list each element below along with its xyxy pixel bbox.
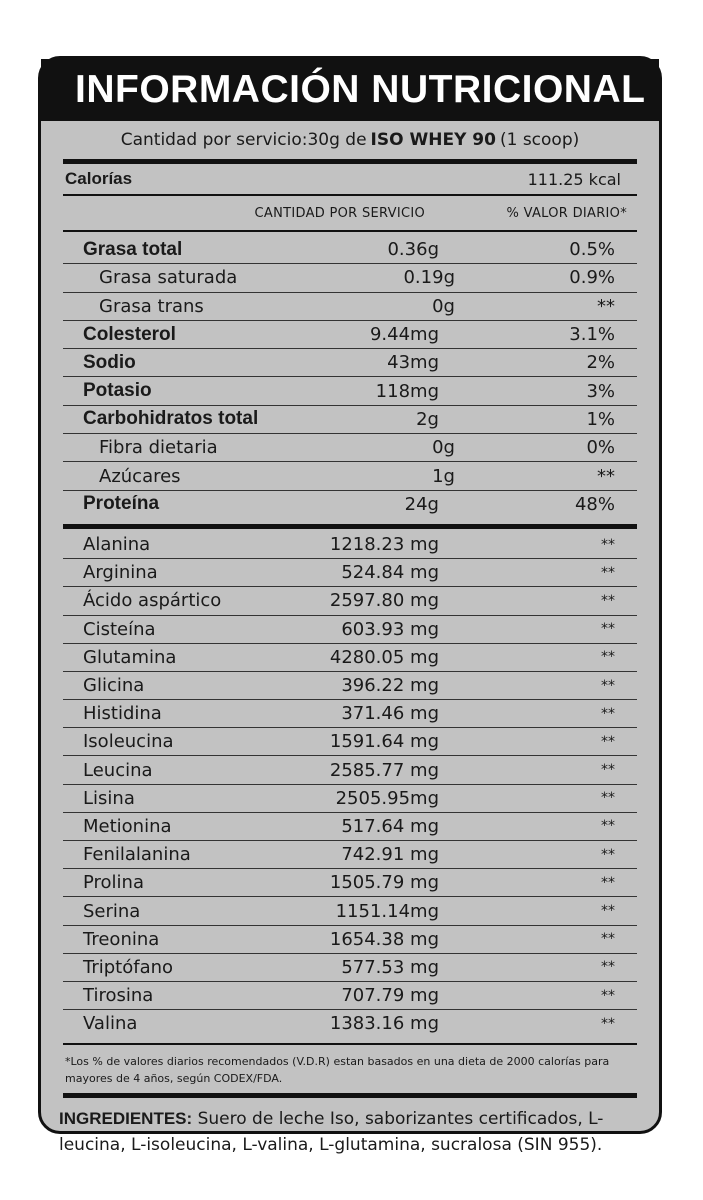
amino-acid-row: [63, 813, 637, 841]
amino-amount: 524.84 mg: [341, 562, 439, 584]
amino-name: Cisteína: [83, 618, 156, 640]
amino-acid-row: [63, 841, 637, 869]
amino-dv: **: [601, 987, 615, 1004]
amino-dv: **: [601, 846, 615, 863]
amino-dv: **: [601, 818, 615, 835]
nutrient-row: [63, 321, 637, 349]
amino-amount: 742.91 mg: [341, 844, 439, 866]
calories-row: [63, 164, 637, 194]
amino-name: Alanina: [83, 534, 151, 556]
amino-acid-row: [63, 897, 637, 925]
amino-acid-row: [63, 531, 637, 559]
amino-amount: 1218.23 mg: [329, 534, 439, 556]
amino-dv: **: [601, 705, 615, 722]
nutrient-name: Grasa trans: [99, 295, 204, 317]
label-title: INFORMACIÓN NUTRICIONAL: [41, 59, 659, 121]
amino-name: Histidina: [83, 703, 162, 725]
nutrient-name: Grasa total: [83, 238, 183, 260]
amino-name: Tirosina: [83, 985, 154, 1007]
amino-amount: 603.93 mg: [341, 618, 439, 640]
nutrient-amount: 0g: [432, 295, 455, 317]
nutrient-row: [63, 236, 637, 264]
amino-amount: 371.46 mg: [341, 703, 439, 725]
column-headers: [63, 196, 637, 230]
amino-name: Fenilalanina: [83, 844, 191, 866]
amino-dv: **: [601, 649, 615, 666]
amino-name: Glicina: [83, 675, 145, 696]
ingredients-label: INGREDIENTES:: [59, 1109, 193, 1129]
amino-acid-row: [63, 616, 637, 644]
nutrient-name: Proteína: [83, 493, 160, 515]
amino-amount: 2585.77 mg: [329, 759, 439, 781]
amino-amount: 396.22 mg: [341, 675, 439, 696]
nutrient-dv: 1%: [586, 408, 615, 430]
nutrient-row: [63, 462, 637, 490]
label-body: [63, 159, 637, 1098]
amino-amount: 4280.05 mg: [329, 646, 439, 668]
nutrient-amount: 0g: [432, 437, 455, 459]
amino-dv: **: [601, 1015, 615, 1032]
calories-value: 111.25 kcal: [527, 169, 621, 189]
amino-acid-row: [63, 728, 637, 756]
amino-dv: **: [601, 592, 615, 609]
amino-amount: 1505.79 mg: [329, 872, 439, 894]
amino-amount: 1654.38 mg: [329, 928, 439, 950]
nutrient-name: Carbohidratos total: [83, 408, 259, 430]
amino-amount: 707.79 mg: [341, 985, 439, 1007]
nutrient-row: [63, 349, 637, 377]
nutrient-dv: **: [597, 295, 615, 317]
amino-amount: 2597.80 mg: [329, 590, 439, 612]
nutrient-dv: 48%: [574, 493, 615, 515]
ingredients: [41, 1098, 659, 1158]
amino-amount: 1383.16 mg: [329, 1013, 439, 1035]
amino-amount: 1151.14mg: [335, 900, 439, 922]
nutrient-dv: 3.1%: [569, 324, 615, 346]
amino-acid-row: [63, 587, 637, 615]
nutrient-name: Grasa saturada: [99, 267, 238, 289]
amino-dv: **: [601, 621, 615, 638]
amino-name: Valina: [83, 1013, 138, 1035]
amino-amount: 577.53 mg: [341, 956, 439, 978]
amino-acid-row: [63, 954, 637, 982]
amino-name: Leucina: [83, 759, 153, 781]
amino-dv: **: [601, 536, 615, 553]
amino-name: Isoleucina: [83, 731, 174, 753]
amino-amount: 517.64 mg: [341, 815, 439, 837]
nutrient-dv: 3%: [586, 380, 615, 402]
footnote: *Los % de valores diarios recomendados (V.D.R) estan basados en una dieta de 2000 calorías para mayores de 4 años, según CODEX/FDA.: [65, 1055, 610, 1086]
serving-suffix: (1 scoop): [499, 130, 580, 150]
serving-product: ISO WHEY 90: [370, 130, 496, 150]
amino-dv: **: [601, 931, 615, 948]
amino-dv: **: [601, 959, 615, 976]
amino-dv: **: [601, 733, 615, 750]
amino-dv: **: [601, 677, 615, 694]
amino-acid-row: [63, 926, 637, 954]
amino-acid-row: [63, 869, 637, 897]
ingredients-text: Suero de leche Iso, saborizantes certificados, L-leucina, L-isoleucina, L-valina, L-glutamina, sucralosa (SIN 955).: [59, 1109, 604, 1156]
amino-name: Triptófano: [83, 956, 174, 978]
amino-name: Glutamina: [83, 646, 177, 668]
nutrient-amount: 24g: [404, 493, 439, 515]
calories-label: Calorías: [65, 169, 133, 188]
amino-name: Prolina: [83, 872, 144, 894]
nutrient-dv: 0%: [586, 437, 615, 459]
nutrient-amount: 2g: [416, 408, 439, 430]
nutrient-amount: 0.36g: [387, 239, 439, 261]
nutrient-dv: 0.9%: [569, 267, 615, 289]
amino-acid-row: [63, 700, 637, 728]
serving-prefix: Cantidad por servicio:30g de: [120, 130, 367, 150]
amino-acid-row: [63, 672, 637, 700]
nutrient-name: Azúcares: [99, 465, 181, 487]
amino-name: Serina: [83, 900, 141, 922]
amino-name: Treonina: [83, 928, 160, 950]
amino-acid-row: [63, 982, 637, 1010]
amino-dv: **: [601, 874, 615, 891]
column-amount-header: CANTIDAD POR SERVICIO: [254, 205, 425, 221]
nutrient-name: Sodio: [83, 351, 136, 373]
nutrient-amount: 0.19g: [403, 267, 455, 289]
amino-dv: **: [601, 903, 615, 919]
amino-amount: 2505.95mg: [335, 787, 439, 809]
nutrient-amount: 9.44mg: [369, 324, 439, 346]
nutrient-amount: 1g: [432, 465, 455, 487]
nutrient-list: [63, 232, 637, 524]
amino-dv: **: [601, 790, 615, 807]
amino-name: Lisina: [83, 787, 135, 809]
amino-amount: 1591.64 mg: [329, 731, 439, 753]
nutrition-label: [38, 56, 662, 1156]
nutrient-dv: **: [597, 465, 615, 487]
nutrient-dv: 0.5%: [569, 239, 615, 261]
nutrient-row: [63, 377, 637, 405]
column-dv-header: % VALOR DIARIO*: [506, 205, 627, 221]
amino-name: Metionina: [83, 815, 172, 837]
amino-acid-row: [63, 785, 637, 813]
nutrient-row: [63, 491, 637, 518]
nutrient-name: Potasio: [83, 380, 152, 402]
nutrient-row: [63, 434, 637, 462]
amino-acid-row: [63, 644, 637, 672]
amino-acid-row: [63, 559, 637, 587]
nutrient-amount: 43mg: [387, 352, 439, 374]
serving-size: [41, 121, 659, 159]
amino-acid-list: [63, 529, 637, 1043]
nutrient-name: Fibra dietaria: [99, 437, 218, 459]
nutrient-name: Colesterol: [83, 323, 176, 345]
nutrient-row: [63, 264, 637, 292]
nutrient-row: [63, 406, 637, 434]
amino-dv: **: [601, 762, 615, 779]
amino-acid-row: [63, 756, 637, 784]
amino-dv: **: [601, 564, 615, 581]
nutrient-row: [63, 293, 637, 321]
nutrient-dv: 2%: [586, 352, 615, 374]
amino-acid-row: [63, 1010, 637, 1037]
amino-name: Ácido aspártico: [83, 590, 222, 612]
amino-name: Arginina: [83, 562, 158, 584]
nutrient-amount: 118mg: [375, 380, 439, 402]
